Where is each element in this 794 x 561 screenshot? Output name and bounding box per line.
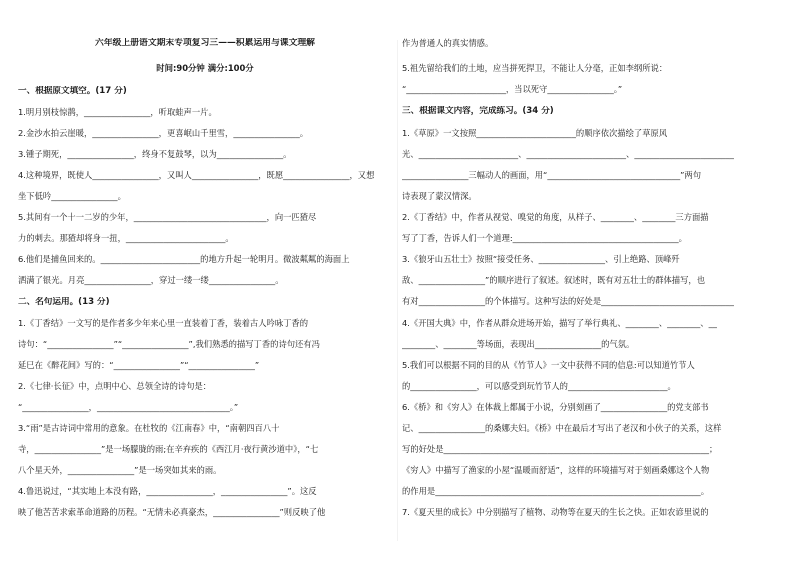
s1-line-2: 2.金沙水拍云崖暖，________________，更喜岷山千里雪，________________。 — [18, 128, 309, 138]
s3-line-5: 2.《丁香结》中，作者从视觉、嗅觉的角度，从样子、________、________三方面描 — [402, 212, 709, 222]
s3-line-17: 《穷人》中描写了渔家的小屋“温暖而舒适”，这样的环境描写对于刻画桑娜这个人物 — [402, 465, 710, 475]
s2-line-2: 诗句：“________________”“________________”,我们熟悉的描写丁香的诗句还有冯 — [18, 339, 320, 349]
s2-line-7: 寺，________________”是一场朦胧的雨;在辛弃疾的《西江月·夜行黄沙道中》，“七 — [18, 444, 319, 454]
s3-line-12: 5.我们可以根据不同的目的从《竹节人》一文中获得不同的信息:可以知道竹节人 — [402, 360, 695, 370]
s2-line-5: “________________，________________________________。” — [18, 402, 239, 412]
s1-line-6: 5.其间有一个十一二岁的少年，________________________________，向一匹猹尽 — [18, 212, 317, 222]
s1-line-7: 力的刺去。那猹却将身一扭，________________________。 — [18, 233, 234, 243]
s3-line-15: 记、________________的桑娜夫妇。《桥》中在最后才写出了老汉和小伙子的关系，这样 — [402, 423, 722, 433]
s3-line-9: 有对________________的个体描写。这种写法的好处是________________________________ — [402, 296, 734, 306]
s2-line-3: 延巳在《醉花间》写的：“________________”“________________” — [18, 360, 260, 370]
section1-heading: 一、根据原文填空。(17 分) — [18, 86, 127, 96]
page-title: 六年级上册语文期末专项复习三——积累运用与课文理解 — [95, 38, 315, 48]
s1-line-1: 1.明月别枝惊鹊，________________，听取蛙声一片。 — [18, 107, 217, 117]
s2-line-9: 4.鲁迅说过，“其实地上本没有路，________________，________________”。这反 — [18, 486, 317, 496]
s1-line-8: 6.他们是捕鱼回来的。________________________的地方升起一轮明月。微波粼粼的海面上 — [18, 254, 350, 264]
s3-line-8: 敌、________________”的顺序进行了叙述。叙述时，既有对五壮士的群体描写，也 — [402, 275, 705, 285]
s1-line-3: 3.锺子期死，________________，终身不复鼓琴，以为________________。 — [18, 149, 292, 159]
s1-line-5: 坐下低吟________________。 — [18, 191, 126, 201]
s2-line-1: 1.《丁香结》一文写的是作者多少年来心里一直装着丁香，装着古人吟咏丁香的 — [18, 318, 309, 328]
s3-line-14: 6.《桥》和《穷人》在体裁上都属于小说，分别刻画了________________的党支部书 — [402, 402, 709, 412]
s1-line-4: 4.这种境界，既使人________________，又叫人________________，既愿________________，又想 — [18, 170, 375, 180]
s3-line-2: 光、________________________、________________________、________________________ — [402, 149, 734, 159]
s3-line-19: 7.《夏天里的成长》中分别描写了植物、动物等在夏天的生长之快。正如农谚里说的 — [402, 507, 709, 517]
s3-line-3: ________________三幅动人的画面，用“________________________________”两句 — [402, 170, 701, 180]
s3-line-1: 1.《草原》一文按照________________________的顺序依次描绘了草原风 — [402, 128, 668, 138]
r-line-2: 5.祖先留给我们的土地，应当拼死捍卫，不能让人分毫，正如李纲所说： — [402, 63, 668, 73]
s3-line-6: 写了丁香，告诉人们一个道理:________________________________________。 — [402, 233, 687, 243]
s2-line-4: 2.《七律·长征》中，点明中心、总领全诗的诗句是： — [18, 381, 212, 391]
s2-line-8: 八个星天外，________________”是一场突如其来的雨。 — [18, 465, 222, 475]
r-line-1: 作为普通人的真实情感。 — [402, 38, 494, 48]
s1-line-9: 洒满了银光。月亮________________，穿过一缕一缕________________。 — [18, 275, 284, 285]
section2-heading: 二、名句运用。(13 分) — [18, 297, 110, 307]
s3-line-18: 的作用是________________________________________________________________。 — [402, 486, 709, 496]
section3-heading: 三、根据课文内容，完成练习。(34 分) — [402, 106, 554, 116]
s2-line-6: 3.“雨”是古诗词中常用的意象。在杜牧的《江南春》中，“南朝四百八十 — [18, 423, 280, 433]
s3-line-13: 的________________，可以感受到玩竹节人的________________________。 — [402, 381, 676, 391]
s3-line-4: 诗表现了蒙汉情深。 — [402, 191, 477, 201]
s3-line-11: ________、________等场面，表现出________________的气氛。 — [402, 339, 635, 349]
s3-line-10: 4.《开国大典》中，作者从群众进场开始，描写了举行典礼、________、________、__ — [402, 318, 717, 328]
r-line-3: “________________________，当以死守________________。” — [402, 84, 623, 94]
exam-info: 时间:90分钟 满分:100分 — [156, 63, 254, 73]
s2-line-10: 映了他苦苦求索革命道路的历程。“无情未必真豪杰，________________”则反映了他 — [18, 507, 326, 517]
s3-line-7: 3.《狼牙山五壮士》按照“接受任务、________________、引上绝路、顶峰歼 — [402, 254, 680, 264]
column-divider — [397, 40, 398, 541]
s3-line-16: 写的好处是________________________________________________________________； — [402, 444, 718, 454]
